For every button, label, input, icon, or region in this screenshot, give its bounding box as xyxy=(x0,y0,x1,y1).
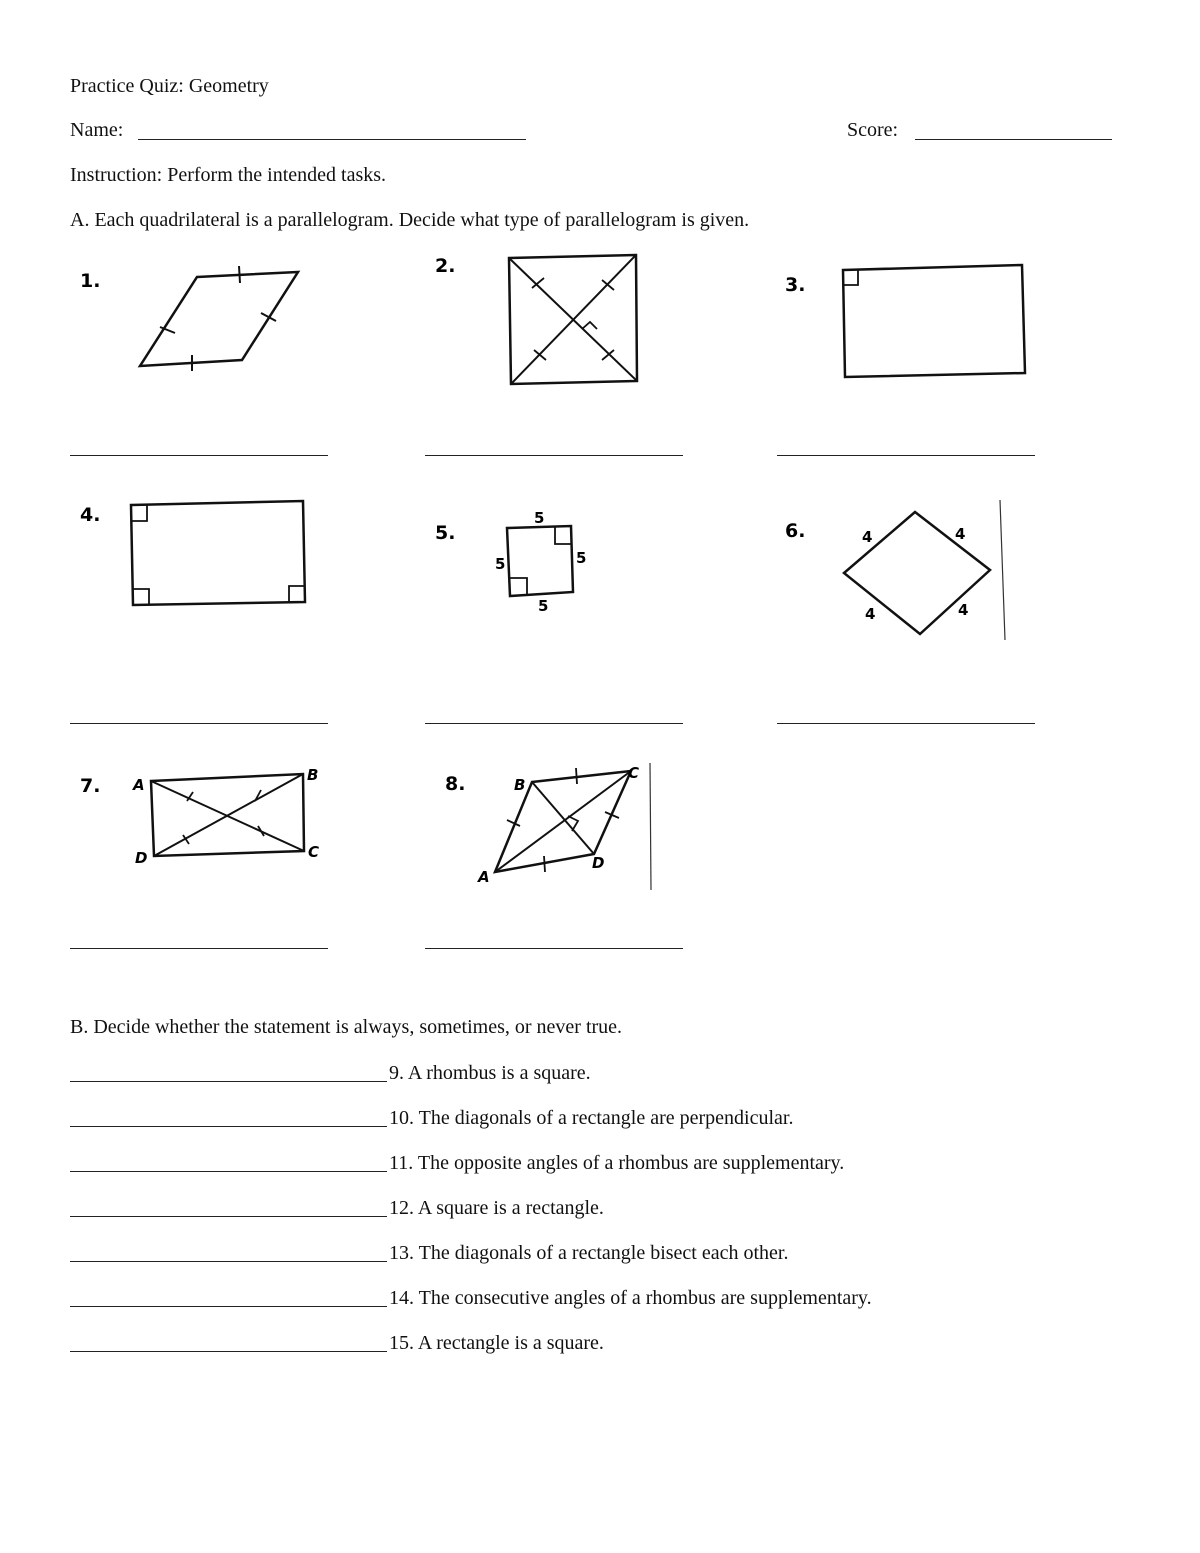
edge-mark xyxy=(650,763,651,890)
answer-line-9[interactable] xyxy=(70,1081,387,1082)
section-b-heading: B. Decide whether the statement is always, sometimes, or never true. xyxy=(70,1016,623,1038)
rectangle-shape xyxy=(131,501,305,605)
figure-number: 7. xyxy=(80,775,101,797)
answer-line-6[interactable] xyxy=(777,723,1035,724)
tick-mark xyxy=(239,266,240,283)
side-label: 5 xyxy=(576,549,587,567)
statement-14: 14. The consecutive angles of a rhombus are supplementary. xyxy=(389,1287,872,1309)
figure-7 xyxy=(75,760,335,875)
side-label: 4 xyxy=(955,525,966,543)
tick-mark xyxy=(544,856,545,872)
right-angle-mark xyxy=(133,589,149,605)
edge-mark xyxy=(1000,500,1005,640)
vertex-label: A xyxy=(478,868,490,886)
right-angle-mark xyxy=(289,586,305,602)
vertex-label: C xyxy=(628,764,640,782)
answer-line-5[interactable] xyxy=(425,723,683,724)
vertex-label: A xyxy=(133,776,145,794)
diagonal xyxy=(532,782,594,854)
statement-10: 10. The diagonals of a rectangle are perpendicular. xyxy=(389,1107,794,1129)
right-angle-mark xyxy=(131,505,147,521)
figure-number: 3. xyxy=(785,274,806,296)
statement-11: 11. The opposite angles of a rhombus are supplementary. xyxy=(389,1152,845,1174)
answer-line-14[interactable] xyxy=(70,1306,387,1307)
figure-8 xyxy=(440,758,670,893)
side-label: 5 xyxy=(534,509,545,527)
figure-3 xyxy=(780,255,1040,385)
answer-line-1[interactable] xyxy=(70,455,328,456)
figure-number: 2. xyxy=(435,255,456,277)
figure-2 xyxy=(430,250,670,395)
square-diagonals-diagram xyxy=(430,250,670,395)
right-angle-mark xyxy=(568,816,578,831)
right-angle-mark xyxy=(582,322,597,329)
rhombus-side-4-diagram xyxy=(780,495,1020,645)
vertex-label: D xyxy=(135,849,148,867)
statement-9: 9. A rhombus is a square. xyxy=(389,1062,591,1084)
answer-line-3[interactable] xyxy=(777,455,1035,456)
figure-number: 8. xyxy=(445,773,466,795)
answer-line-7[interactable] xyxy=(70,948,328,949)
figure-5 xyxy=(430,505,630,620)
side-label: 5 xyxy=(538,597,549,615)
rectangle-abcd-diagonals-diagram xyxy=(75,760,335,875)
answer-line-2[interactable] xyxy=(425,455,683,456)
side-label: 5 xyxy=(495,555,506,573)
score-label: Score: xyxy=(847,119,899,141)
name-label: Name: xyxy=(70,119,124,141)
rhombus-slanted-diagram xyxy=(75,255,335,395)
instruction-text: Instruction: Perform the intended tasks. xyxy=(70,164,387,186)
side-label: 4 xyxy=(865,605,876,623)
score-field[interactable] xyxy=(915,139,1112,140)
answer-line-12[interactable] xyxy=(70,1216,387,1217)
right-angle-mark xyxy=(510,578,527,595)
answer-line-11[interactable] xyxy=(70,1171,387,1172)
statement-12: 12. A square is a rectangle. xyxy=(389,1197,604,1219)
figure-number: 5. xyxy=(435,522,456,544)
section-a-heading: A. Each quadrilateral is a parallelogram. Decide what type of parallelogram is given. xyxy=(70,209,750,231)
right-angle-mark xyxy=(843,270,858,285)
figure-1 xyxy=(75,255,335,395)
answer-line-8[interactable] xyxy=(425,948,683,949)
diagonal xyxy=(154,774,303,856)
side-label: 4 xyxy=(862,528,873,546)
answer-line-13[interactable] xyxy=(70,1261,387,1262)
answer-line-4[interactable] xyxy=(70,723,328,724)
square-side-5-diagram xyxy=(430,505,630,620)
answer-line-10[interactable] xyxy=(70,1126,387,1127)
square-shape xyxy=(507,526,573,596)
quiz-title: Practice Quiz: Geometry xyxy=(70,75,269,97)
vertex-label: D xyxy=(592,854,605,872)
rectangle-right-angles-diagram xyxy=(75,495,335,620)
rectangle-shape xyxy=(843,265,1025,377)
diagonal xyxy=(511,255,636,384)
tick-mark xyxy=(576,768,577,784)
rhombus-abcd-diagonals-diagram xyxy=(440,758,670,893)
statement-13: 13. The diagonals of a rectangle bisect each other. xyxy=(389,1242,789,1264)
figure-6 xyxy=(780,495,1020,645)
vertex-label: B xyxy=(307,766,319,784)
figure-number: 1. xyxy=(80,270,101,292)
name-field[interactable] xyxy=(138,139,526,140)
rectangle-one-right-angle-diagram xyxy=(780,255,1040,385)
vertex-label: B xyxy=(514,776,526,794)
right-angle-mark xyxy=(555,526,571,544)
vertex-label: C xyxy=(308,843,320,861)
figure-number: 6. xyxy=(785,520,806,542)
statement-15: 15. A rectangle is a square. xyxy=(389,1332,604,1354)
figure-4 xyxy=(75,495,335,620)
side-label: 4 xyxy=(958,601,969,619)
figure-number: 4. xyxy=(80,504,101,526)
answer-line-15[interactable] xyxy=(70,1351,387,1352)
